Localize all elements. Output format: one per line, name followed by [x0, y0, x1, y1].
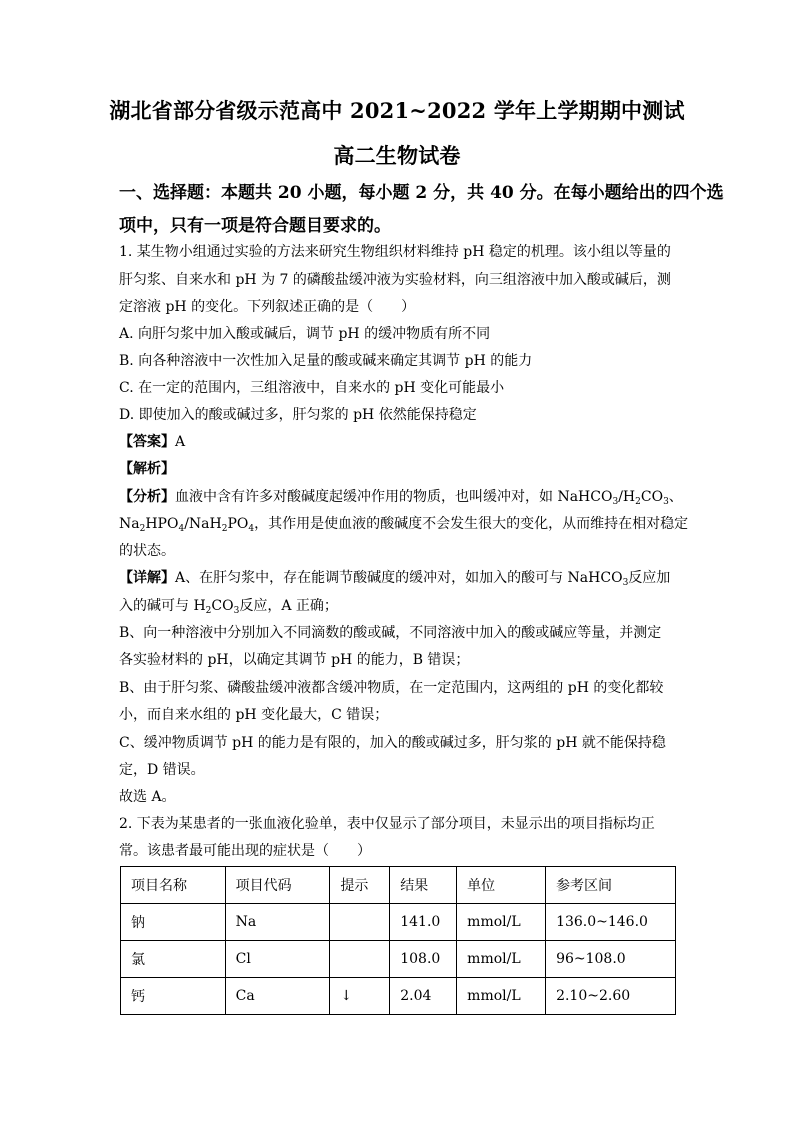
table-cell [330, 904, 390, 941]
q1-answer [119, 432, 185, 452]
table-cell: 96~108.0 [546, 941, 676, 978]
fenxi-text: CO [640, 489, 664, 505]
q1-xiangjie-line6: 小，而自来水组的 pH 变化最大，C 错误； [119, 707, 389, 723]
table-cell: Na [225, 904, 330, 941]
table-cell: 136.0~146.0 [546, 904, 676, 941]
subscript: 3 [612, 497, 619, 507]
lab-results-table [120, 866, 676, 1015]
q1-fenxi-line3: 的状态。 [119, 543, 175, 559]
table-cell: Cl [225, 941, 330, 978]
table-cell: 氯 [121, 941, 226, 978]
q1-stem-line2: 肝匀浆、自来水和 pH 为 7 的磷酸盐缓冲液为实验材料，向三组溶液中加入酸或碱后，测 [119, 272, 671, 288]
answer-value: A [175, 434, 186, 450]
q1-xiangjie-line2 [119, 596, 338, 616]
q1-conclusion: 故选 A。 [119, 789, 176, 805]
fenxi-text: /H [618, 489, 636, 505]
xiangjie-text: CO [211, 598, 234, 614]
xiangjie-text: A、在肝匀浆中，存在能调节酸碱度的缓冲对，如加入的酸可与 NaHCO [175, 570, 623, 586]
section-heading-line1: 一、选择题：本题共 20 小题，每小题 2 分，共 40 分。在每小题给出的四个选 [119, 183, 724, 203]
table-cell: mmol/L [457, 978, 546, 1015]
xiangjie-tag: 【详解】 [119, 570, 175, 586]
table-row [121, 904, 676, 941]
section-heading-line2: 项中，只有一项是符合题目要求的。 [119, 216, 391, 236]
table-cell: mmol/L [457, 941, 546, 978]
fenxi-text: HPO [145, 516, 179, 532]
table-header-cell: 参考区间 [546, 867, 676, 904]
table-row [121, 978, 676, 1015]
analysis-tag: 【解析】 [119, 461, 175, 477]
q1-stem-line1: 1. 某生物小组通过实验的方法来研究生物组织材料维持 pH 稳定的机理。该小组以等量的 [119, 244, 671, 260]
q1-option-b: B. 向各种溶液中一次性加入足量的酸或碱来确定其调节 pH 的能力 [119, 353, 533, 369]
low-indicator-cell: ↓ [330, 978, 390, 1015]
fenxi-tag: 【分析】 [119, 489, 175, 505]
answer-tag: 【答案】 [119, 434, 175, 450]
table-cell: Ca [225, 978, 330, 1015]
subscript: 2 [139, 524, 146, 534]
fenxi-text: 血液中含有许多对酸碱度起缓冲作用的物质，也叫缓冲对，如 NaHCO [175, 489, 613, 505]
document-subtitle: 高二生物试卷 [333, 143, 461, 168]
q1-xiangjie-line1 [119, 568, 670, 588]
q1-xiangjie-line8: 定，D 错误。 [119, 762, 205, 778]
table-header-cell: 结果 [390, 867, 457, 904]
q1-stem-line3: 定溶液 pH 的变化。下列叙述正确的是（ ） [119, 299, 416, 315]
q1-option-a: A. 向肝匀浆中加入酸或碱后，调节 pH 的缓冲物质有所不同 [119, 326, 491, 342]
q2-stem-line1: 2. 下表为某患者的一张血液化验单，表中仅显示了部分项目，未显示出的项目指标均正 [119, 816, 655, 832]
fenxi-text: PO [227, 516, 249, 532]
table-cell: 2.10~2.60 [546, 978, 676, 1015]
xiangjie-text: 反应加 [628, 570, 671, 586]
subscript: 2 [205, 606, 212, 616]
subscript: 3 [233, 606, 240, 616]
fenxi-text: /NaH [184, 516, 222, 532]
table-cell [330, 941, 390, 978]
table-header-cell: 单位 [457, 867, 546, 904]
subscript: 4 [248, 524, 255, 534]
fenxi-text: 、 [668, 489, 683, 505]
q2-stem-line2: 常。该患者最可能出现的症状是（ ） [119, 843, 371, 859]
document-title: 湖北省部分省级示范高中 2021~2022 学年上学期期中测试 [109, 98, 685, 123]
subscript: 2 [221, 524, 228, 534]
q1-xiangjie-line4: 各实验材料的 pH，以确定其调节 pH 的能力，B 错误； [119, 652, 470, 668]
q1-option-d: D. 即使加入的酸或碱过多，肝匀浆的 pH 依然能保持稳定 [119, 407, 477, 423]
q1-fenxi-line2 [119, 514, 688, 534]
xiangjie-text: 反应，A 正确； [239, 598, 338, 614]
table-cell: 钠 [121, 904, 226, 941]
subscript: 2 [635, 497, 641, 507]
table-header-cell: 提示 [330, 867, 390, 904]
table-header-cell: 项目名称 [121, 867, 226, 904]
table-cell: 2.04 [390, 978, 457, 1015]
table-header-cell: 项目代码 [225, 867, 330, 904]
q1-analysis-heading [119, 459, 175, 479]
q1-xiangjie-line3: B、向一种溶液中分别加入不同滴数的酸或碱，不同溶液中加入的酸或碱应等量，并测定 [119, 625, 662, 641]
subscript: 4 [178, 524, 185, 534]
fenxi-text: ，其作用是使血液的酸碱度不会发生很大的变化，从而维持在相对稳定 [254, 516, 689, 532]
subscript: 3 [663, 497, 669, 507]
fenxi-text: Na [119, 516, 140, 532]
table-header-row [121, 867, 676, 904]
q1-fenxi-line1 [119, 487, 683, 507]
xiangjie-text: 入的碱可与 H [119, 598, 206, 614]
table-cell: 141.0 [390, 904, 457, 941]
q1-xiangjie-line5: B、由于肝匀浆、磷酸盐缓冲液都含缓冲物质，在一定范围内，这两组的 pH 的变化都较 [119, 680, 664, 696]
table-cell: mmol/L [457, 904, 546, 941]
q1-option-c: C. 在一定的范围内，三组溶液中，自来水的 pH 变化可能最小 [119, 380, 505, 396]
table-cell: 108.0 [390, 941, 457, 978]
table-cell: 钙 [121, 978, 226, 1015]
q1-xiangjie-line7: C、缓冲物质调节 pH 的能力是有限的，加入的酸或碱过多，肝匀浆的 pH 就不能保持稳 [119, 735, 666, 751]
table-row [121, 941, 676, 978]
subscript: 3 [622, 578, 629, 588]
